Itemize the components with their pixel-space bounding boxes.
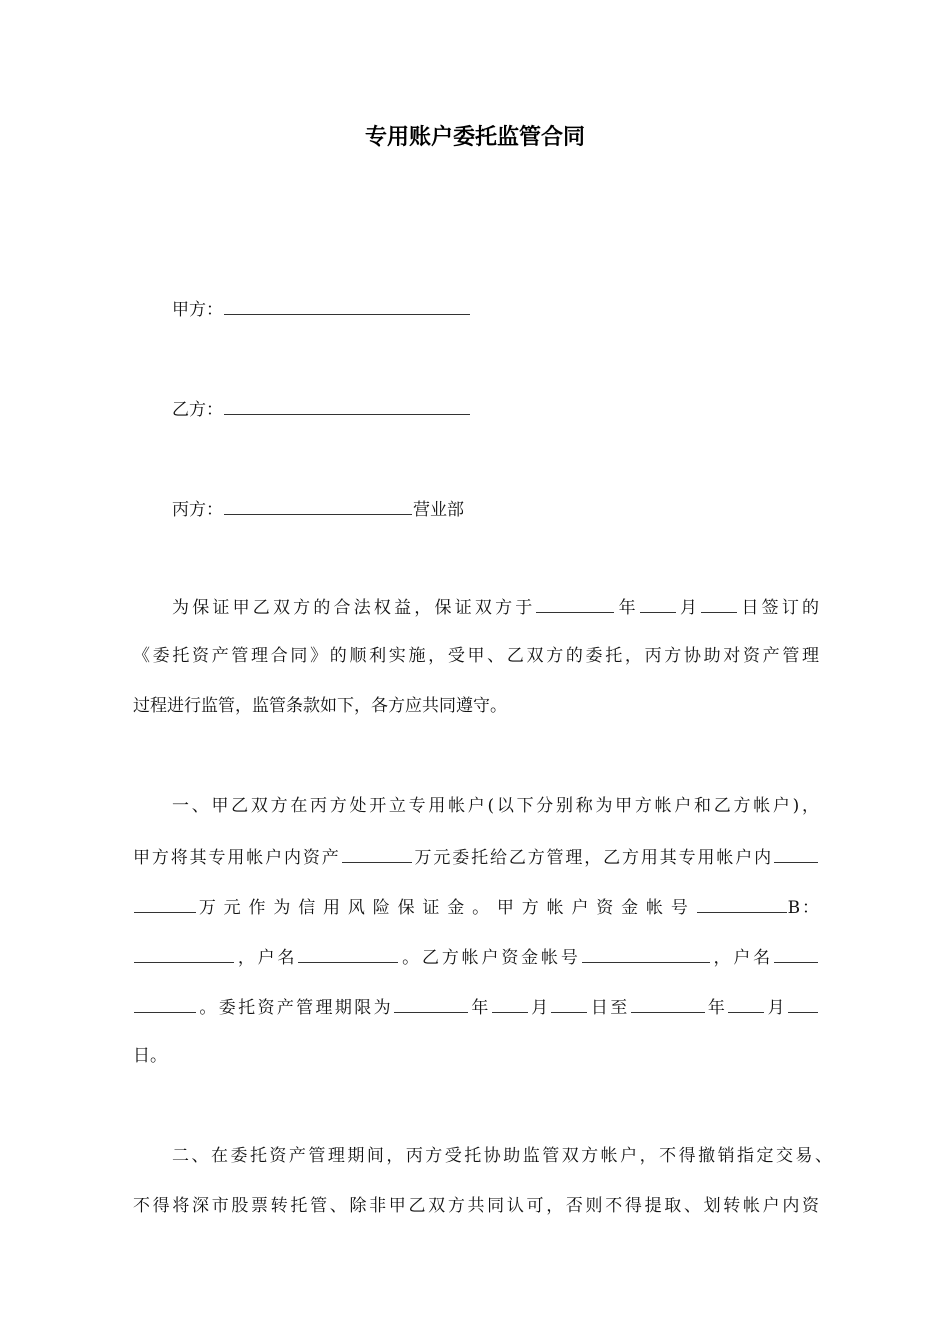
clause1-a-account-blank-2 [134,944,234,963]
clause1-text-2b: 万元委托给乙方管理，乙方用其专用帐户内 [412,848,774,868]
intro-text-1a: 为保证甲乙双方的合法权益，保证双方于 [172,598,536,618]
clause1-text-5e: 年 [705,998,728,1018]
clause1-end-year-blank [631,994,705,1013]
intro-month-blank [640,594,676,613]
clause1-text-5b: 年 [469,998,491,1018]
clause1-line-5 [133,994,819,1020]
clause1-text-5d: 日至 [588,998,630,1018]
clause1-b-name-blank [774,944,818,963]
clause1-a-name-blank [298,944,398,963]
clause1-text-4a: ，户名 [235,948,298,968]
clause1-text-4b: 。乙方帐户资金帐号 [399,948,581,968]
party-a-line [172,296,471,322]
party-c-label: 丙方： [172,500,223,520]
document-title: 专用账户委托监管合同 [364,125,585,150]
intro-text-1b: 年 [615,598,639,618]
party-c-line [172,496,464,522]
party-c-suffix: 营业部 [413,500,464,520]
clause1-a-account-blank [697,894,787,913]
intro-line-1 [172,594,819,620]
intro-day-blank [701,594,737,613]
clause1-start-month-blank [492,994,528,1013]
intro-line-2: 《委托资产管理合同》的顺利实施，受甲、乙双方的委托，丙方协助对资产管理 [133,646,819,666]
clause1-text-5c: 月 [528,998,551,1018]
party-a-blank [224,296,470,315]
party-b-blank [224,396,470,415]
clause1-end-month-blank [728,994,764,1013]
clause1-b-name-blank-2 [134,994,196,1013]
clause1-start-year-blank [394,994,468,1013]
clause1-start-day-blank [551,994,587,1013]
intro-text-1c: 月 [676,598,701,618]
clause2-line-2: 不得将深市股票转托管、除非甲乙双方共同认可，否则不得提取、划转帐户内资 [133,1196,819,1216]
party-b-line [172,396,471,422]
clause1-text-5f: 月 [765,998,788,1018]
clause1-end-day-blank [788,994,818,1013]
clause1-text-2a: 甲方将其专用帐户内资产 [133,848,341,868]
intro-line-3: 过程进行监管，监管条款如下，各方应共同遵守。 [133,696,507,716]
clause1-deposit-blank-a [774,844,818,863]
clause1-line-4 [133,944,819,970]
clause2-line-1: 二、在委托资产管理期间，丙方受托协助监管双方帐户，不得撤销指定交易、 [172,1146,832,1166]
clause1-line-2 [133,844,819,870]
clause1-text-3b: B： [787,898,820,918]
party-a-label: 甲方： [172,300,223,320]
clause1-text-4c: ，户名 [710,948,774,968]
clause1-line-6: 日。 [133,1046,167,1066]
party-c-blank [224,496,412,515]
intro-text-1d: 日签订的 [738,598,820,618]
clause1-deposit-blank-b [134,894,196,913]
clause1-b-account-blank [582,944,710,963]
intro-year-blank [536,594,614,613]
party-b-label: 乙方： [172,400,223,420]
clause1-line-3 [133,894,819,920]
clause1-line-1: 一、甲乙双方在丙方处开立专用帐户(以下分别称为甲方帐户和乙方帐户)， [172,796,819,816]
clause1-text-3a: 万元作为信用风险保证金。甲方帐户资金帐号 [197,898,696,918]
clause1-amount-blank [342,844,412,863]
clause1-text-5a: 。委托资产管理期限为 [197,998,393,1018]
